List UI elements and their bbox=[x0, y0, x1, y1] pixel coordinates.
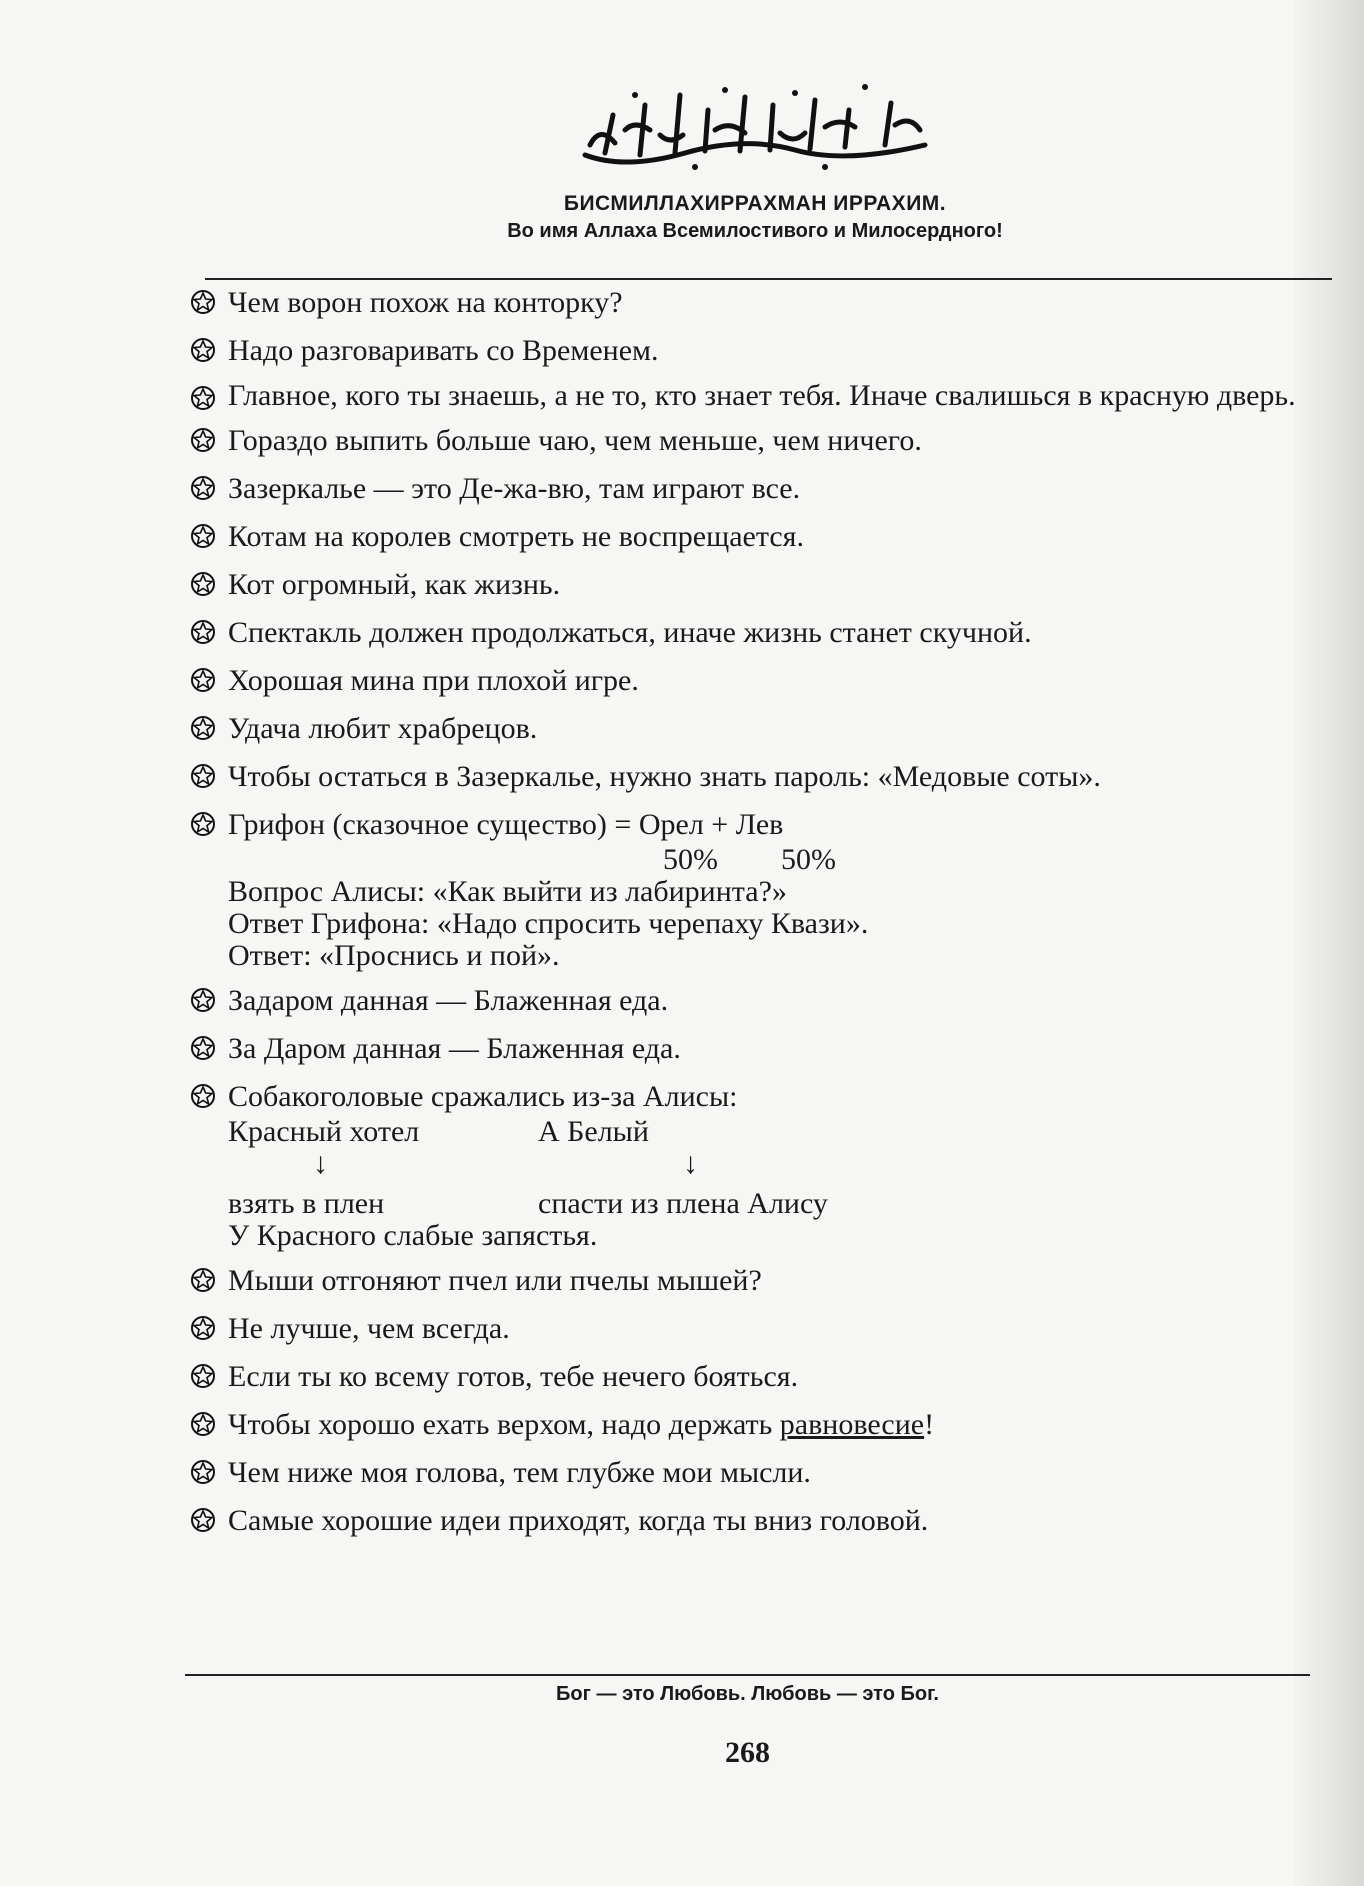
quote-text: Зазеркалье — это Де-жа-вю, там играют все. bbox=[228, 472, 801, 505]
dogs-goals bbox=[190, 1188, 1330, 1220]
star-bullet-icon bbox=[190, 1358, 228, 1389]
quote-text: За Даром данная — Блаженная еда. bbox=[228, 1032, 681, 1065]
star-bullet-icon bbox=[190, 1454, 228, 1485]
list-item bbox=[190, 284, 1330, 322]
griffin-final-answer: Ответ: «Проснись и пой». bbox=[228, 939, 560, 972]
quote-text: Если ты ко всему готов, тебе нечего бояться. bbox=[228, 1360, 799, 1393]
quote-text: Спектакль должен продолжаться, иначе жизнь станет скучной. bbox=[228, 616, 1032, 649]
quote-text: Котам на королев смотреть не воспрещается. bbox=[228, 520, 804, 553]
griffin-formula: Грифон (сказочное существо) = Орел + Лев bbox=[228, 808, 784, 841]
dogs-note: У Красного слабые запястья. bbox=[228, 1219, 598, 1252]
list-item bbox=[190, 614, 1330, 652]
quote-text bbox=[228, 1406, 1330, 1444]
list-item bbox=[190, 518, 1330, 556]
list-item bbox=[190, 710, 1330, 748]
star-bullet-icon bbox=[190, 1310, 228, 1341]
quote-text: Чем ворон похож на конторку? bbox=[228, 286, 623, 319]
star-bullet-icon bbox=[190, 1030, 228, 1061]
page-footer: Бог — это Любовь. Любовь — это Бог. bbox=[556, 1683, 939, 1705]
header-rule bbox=[205, 278, 1332, 280]
dogs-line: Собакоголовые сражались из-за Алисы: bbox=[228, 1080, 738, 1113]
header-subtitle: Во имя Аллаха Всемилостивого и Милосердного! bbox=[507, 220, 1003, 242]
star-bullet-icon bbox=[190, 332, 228, 363]
griffin-percentages bbox=[190, 844, 1330, 876]
balance-text-before: Чтобы хорошо ехать верхом, надо держать bbox=[228, 1408, 780, 1441]
list-item bbox=[190, 380, 1330, 412]
star-bullet-icon bbox=[190, 566, 228, 597]
list-item bbox=[190, 566, 1330, 604]
star-bullet-icon bbox=[190, 806, 228, 837]
list-item-griffin bbox=[190, 806, 1330, 844]
star-bullet-icon bbox=[190, 380, 228, 411]
red-goal: взять в плен bbox=[228, 1187, 385, 1220]
quote-text: Мыши отгоняют пчел или пчелы мышей? bbox=[228, 1264, 762, 1297]
quote-text: Гораздо выпить больше чаю, чем меньше, чем ничего. bbox=[228, 424, 922, 457]
list-item-dogs bbox=[190, 1078, 1330, 1116]
list-item bbox=[190, 470, 1330, 508]
list-item bbox=[190, 982, 1330, 1020]
quote-text: Главное, кого ты знаешь, а не то, кто знает тебя. Иначе свалишься в красную дверь. bbox=[228, 379, 1296, 412]
star-bullet-icon bbox=[190, 614, 228, 645]
list-item bbox=[190, 662, 1330, 700]
quote-text: Хорошая мина при плохой игре. bbox=[228, 664, 639, 697]
list-item bbox=[190, 1262, 1330, 1300]
star-bullet-icon bbox=[190, 1262, 228, 1293]
star-bullet-icon bbox=[190, 470, 228, 501]
star-bullet-icon bbox=[190, 518, 228, 549]
list-item bbox=[190, 1358, 1330, 1396]
star-bullet-icon bbox=[190, 1406, 228, 1437]
red-label: Красный хотел bbox=[228, 1115, 420, 1148]
star-bullet-icon bbox=[190, 982, 228, 1013]
list-item bbox=[190, 1454, 1330, 1492]
quote-text: Не лучше, чем всегда. bbox=[228, 1312, 510, 1345]
star-bullet-icon bbox=[190, 710, 228, 741]
star-bullet-icon bbox=[190, 1502, 228, 1533]
list-item-balance bbox=[190, 1406, 1330, 1444]
list-item bbox=[190, 758, 1330, 796]
quote-text: Самые хорошие идеи приходят, когда ты вниз головой. bbox=[228, 1504, 929, 1537]
page-header bbox=[180, 75, 1330, 244]
quote-list bbox=[190, 284, 1330, 1550]
griffin-question: Вопрос Алисы: «Как выйти из лабиринта?» bbox=[228, 875, 787, 908]
down-arrow-icon: ↓ bbox=[683, 1147, 698, 1180]
lion-percent: 50% bbox=[781, 843, 836, 876]
quote-text: Чем ниже моя голова, тем глубже мои мысли. bbox=[228, 1456, 811, 1489]
quote-text: Надо разговаривать со Временем. bbox=[228, 334, 659, 367]
quote-text: Кот огромный, как жизнь. bbox=[228, 568, 561, 601]
dogs-sides bbox=[190, 1116, 1330, 1148]
eagle-percent: 50% bbox=[663, 843, 718, 876]
star-bullet-icon bbox=[190, 1078, 228, 1109]
footer-rule bbox=[185, 1674, 1310, 1676]
quote-text: Чтобы остаться в Зазеркалье, нужно знать пароль: «Медовые соты». bbox=[228, 760, 1101, 793]
list-item bbox=[190, 422, 1330, 460]
list-item bbox=[190, 332, 1330, 370]
white-label: А Белый bbox=[538, 1115, 649, 1148]
quote-text: Удача любит храбрецов. bbox=[228, 712, 538, 745]
quote-text: Задаром данная — Блаженная еда. bbox=[228, 984, 669, 1017]
page-number: 268 bbox=[725, 1736, 770, 1769]
star-bullet-icon bbox=[190, 662, 228, 693]
star-bullet-icon bbox=[190, 422, 228, 453]
balance-underlined-word: равновесие bbox=[779, 1408, 925, 1441]
header-title: БИСМИЛЛАХИРРАХМАН ИРРАХИМ. bbox=[563, 192, 947, 215]
list-item bbox=[190, 1310, 1330, 1348]
star-bullet-icon bbox=[190, 284, 228, 315]
star-bullet-icon bbox=[190, 758, 228, 789]
griffin-answer: Ответ Грифона: «Надо спросить черепаху Квази». bbox=[228, 907, 869, 940]
down-arrow-icon: ↓ bbox=[313, 1147, 328, 1180]
bismillah-calligraphy-icon bbox=[565, 75, 945, 175]
dogs-arrows bbox=[190, 1148, 1330, 1180]
balance-text-after: ! bbox=[924, 1408, 935, 1441]
list-item bbox=[190, 1502, 1330, 1540]
white-goal: спасти из плена Алису bbox=[538, 1187, 828, 1220]
list-item bbox=[190, 1030, 1330, 1068]
